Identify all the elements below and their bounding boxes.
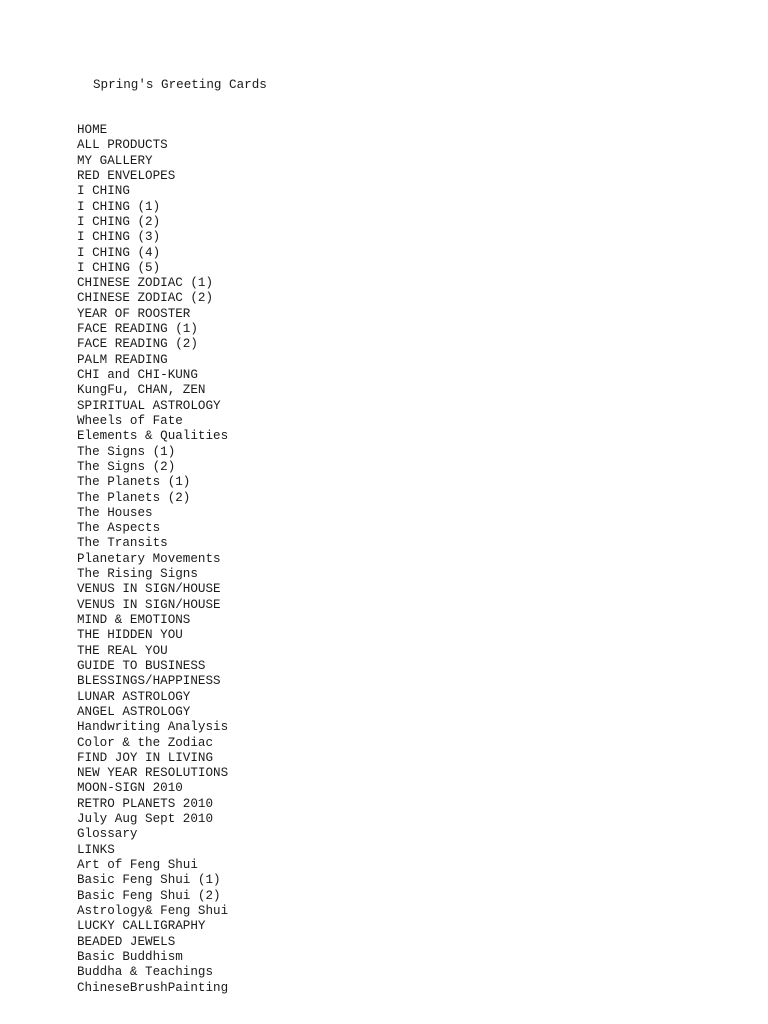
nav-link-my-gallery[interactable]: MY GALLERY <box>77 153 153 168</box>
nav-link-all-products[interactable]: ALL PRODUCTS <box>77 138 168 153</box>
nav-link-wheels-of-fate[interactable]: Wheels of Fate <box>77 413 183 428</box>
nav-link-i-ching-5[interactable]: I CHING (5) <box>77 260 161 275</box>
nav-link-kungfu-chan-zen[interactable]: KungFu, CHAN, ZEN <box>77 383 206 398</box>
nav-link-mind-emotions[interactable]: MIND & EMOTIONS <box>77 613 191 627</box>
nav-link-july-aug-sept-2010[interactable]: July Aug Sept 2010 <box>77 812 214 827</box>
nav-link-angel-astrology[interactable]: ANGEL ASTROLOGY <box>77 704 191 719</box>
nav-link-face-reading-1[interactable]: FACE READING (1) <box>77 322 198 337</box>
page-title: Spring's Greeting Cards <box>93 78 267 92</box>
nav-link-chinese-zodiac-1[interactable]: CHINESE ZODIAC (1) <box>77 276 214 291</box>
nav-link-palm-reading[interactable]: PALM READING <box>77 352 168 367</box>
nav-link-the-planets-2[interactable]: The Planets (2) <box>77 490 191 505</box>
nav-link-moon-sign-2010[interactable]: MOON-SIGN 2010 <box>77 781 183 796</box>
nav-link-links[interactable]: LINKS <box>77 842 115 857</box>
nav-link-lucky-calligraphy[interactable]: LUCKY CALLIGRAPHY <box>77 919 206 934</box>
nav-link-red-envelopes[interactable]: RED ENVELOPES <box>77 168 176 183</box>
nav-link-glossary[interactable]: Glossary <box>77 827 138 842</box>
nav-link-handwriting-analysis[interactable]: Handwriting Analysis <box>77 720 229 735</box>
nav-link-astrology-feng-shui[interactable]: Astrology& Feng Shui <box>77 903 229 918</box>
nav-link-basic-buddhism[interactable]: Basic Buddhism <box>77 949 183 964</box>
nav-link-new-year-resolutions[interactable]: NEW YEAR RESOLUTIONS <box>77 766 229 781</box>
nav-link-the-rising-signs[interactable]: The Rising Signs <box>77 567 198 582</box>
nav-link-i-ching-2[interactable]: I CHING (2) <box>77 214 161 229</box>
nav-link-i-ching-1[interactable]: I CHING (1) <box>77 199 161 214</box>
nav-link-buddha-teachings[interactable]: Buddha & Teachings <box>77 965 214 980</box>
nav-link-i-ching-4[interactable]: I CHING (4) <box>77 245 161 260</box>
nav-link-elements-qualities[interactable]: Elements & Qualities <box>77 429 229 444</box>
nav-link-year-of-rooster[interactable]: YEAR OF ROOSTER <box>77 306 191 321</box>
nav-link-lunar-astrology[interactable]: LUNAR ASTROLOGY <box>77 689 191 704</box>
nav-link-the-houses[interactable]: The Houses <box>77 505 153 520</box>
nav-link-spiritual-astrology[interactable]: SPIRITUAL ASTROLOGY <box>77 398 221 413</box>
nav-link-chi-and-chi-kung[interactable]: CHI and CHI-KUNG <box>77 368 198 382</box>
nav-link-color-the-zodiac[interactable]: Color & the Zodiac <box>77 735 214 750</box>
nav-link-face-reading-2[interactable]: FACE READING (2) <box>77 337 198 352</box>
nav-link-art-of-feng-shui[interactable]: Art of Feng Shui <box>77 858 198 872</box>
site-navigation <box>77 123 228 996</box>
nav-link-chinese-zodiac-2[interactable]: CHINESE ZODIAC (2) <box>77 291 214 306</box>
nav-link-retro-planets-2010[interactable]: RETRO PLANETS 2010 <box>77 796 214 811</box>
nav-link-the-real-you[interactable]: THE REAL YOU <box>77 643 168 658</box>
nav-link-basic-feng-shui-1[interactable]: Basic Feng Shui (1) <box>77 873 221 888</box>
nav-link-the-signs-2[interactable]: The Signs (2) <box>77 459 176 474</box>
nav-link-the-hidden-you[interactable]: THE HIDDEN YOU <box>77 628 183 643</box>
nav-link-blessings-happiness[interactable]: BLESSINGS/HAPPINESS <box>77 674 221 689</box>
nav-link-chinesebrushpainting[interactable]: ChineseBrushPainting <box>77 980 229 995</box>
nav-link-the-signs-1[interactable]: The Signs (1) <box>77 444 176 459</box>
nav-link-home[interactable]: HOME <box>77 123 108 137</box>
nav-link-i-ching[interactable]: I CHING <box>77 184 130 199</box>
nav-link-venus-in-sign-house[interactable]: VENUS IN SIGN/HOUSE <box>77 582 221 597</box>
nav-link-the-aspects[interactable]: The Aspects <box>77 521 161 536</box>
nav-link-guide-to-business[interactable]: GUIDE TO BUSINESS <box>77 658 206 673</box>
nav-link-venus-in-sign-house[interactable]: VENUS IN SIGN/HOUSE <box>77 597 221 612</box>
nav-link-beaded-jewels[interactable]: BEADED JEWELS <box>77 934 176 949</box>
nav-link-i-ching-3[interactable]: I CHING (3) <box>77 230 161 245</box>
nav-link-planetary-movements[interactable]: Planetary Movements <box>77 551 221 566</box>
nav-link-find-joy-in-living[interactable]: FIND JOY IN LIVING <box>77 750 214 765</box>
nav-link-basic-feng-shui-2[interactable]: Basic Feng Shui (2) <box>77 888 221 903</box>
nav-link-the-planets-1[interactable]: The Planets (1) <box>77 475 191 490</box>
nav-link-the-transits[interactable]: The Transits <box>77 536 168 551</box>
